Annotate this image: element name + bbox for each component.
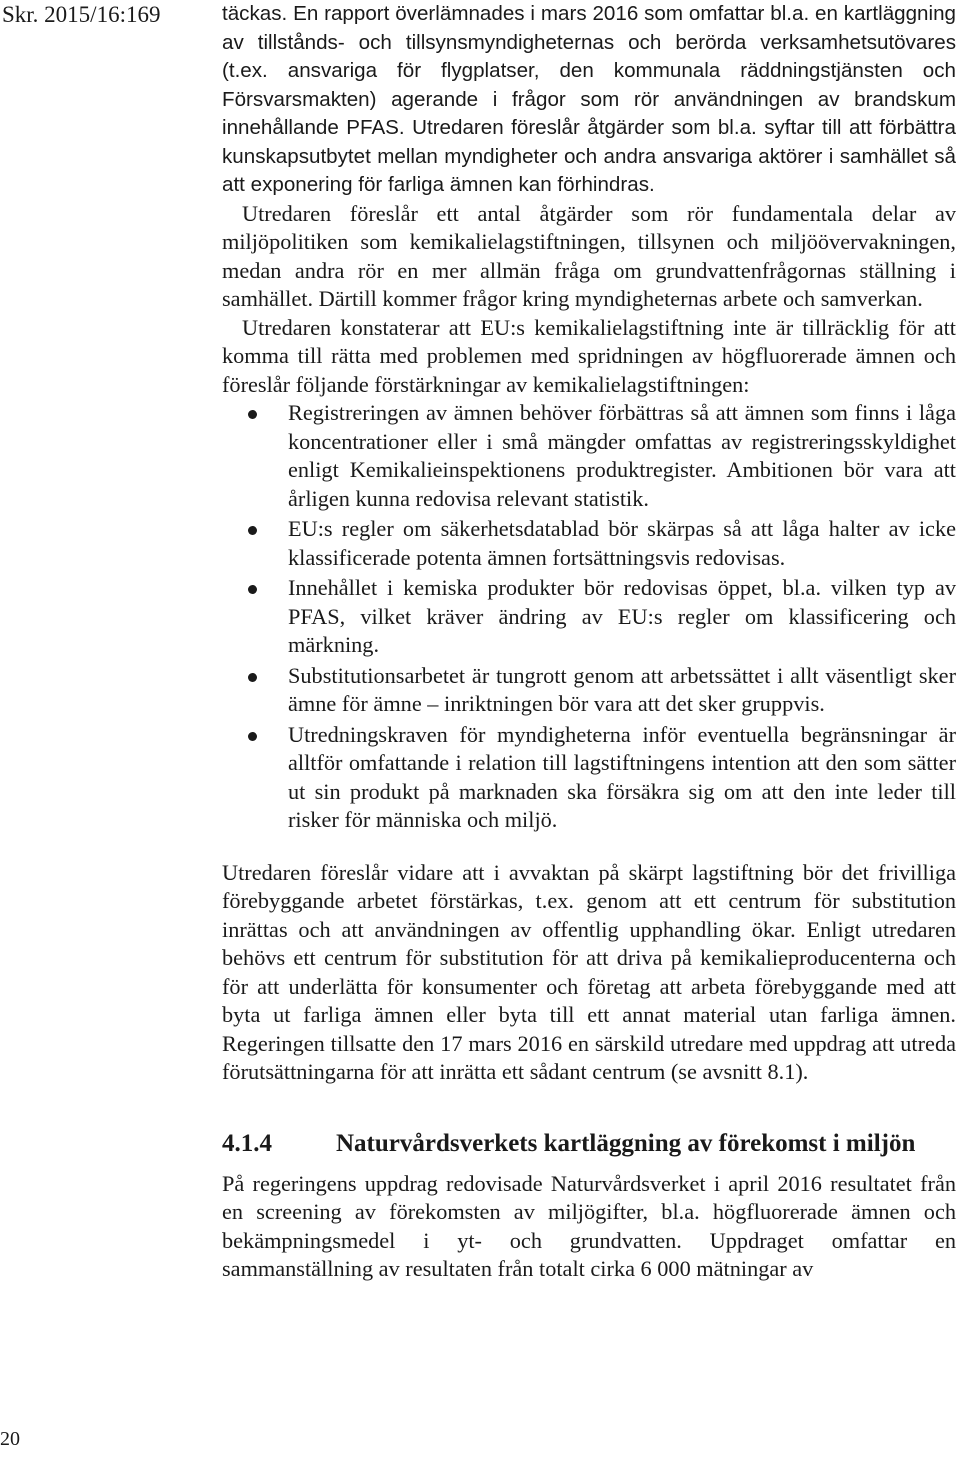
body-paragraph: Utredaren föreslår vidare att i avvaktan på skärpt lagstiftning bör det frivilliga förebyggande arbetet förstärkas, t.ex. genom att ett centrum för substitution inrättas och att användningen av offentlig upphandling ökar. Enligt utredaren behövs ett centrum för substitution för att driva på kemikalieproducenterna och för att underlätta för konsumenter och företag att arbeta förebyggande med att byta ut farliga ämnen eller byta till ett annat material utan farliga ämnen. Regeringen tillsatte den 17 mars 2016 en särskild utredare med uppdrag att utreda förutsättningarna för att inrätta ett sådant centrum (se avsnitt 8.1). <box>222 859 956 1084</box>
bullet-icon <box>248 585 257 594</box>
list-item <box>222 721 956 835</box>
list-item <box>222 515 956 572</box>
document-reference: Skr. 2015/16:169 <box>2 2 161 27</box>
section-title: Naturvårdsverkets kartläggning av förekomst i miljön <box>336 1129 916 1157</box>
body-paragraph: Utredaren konstaterar att EU:s kemikalielagstiftning inte är tillräcklig för att komma till rätta med problemen med spridningen av högfluorerade ämnen och föreslår följande förstärkningar av kemikalielagstiftningen: <box>222 314 956 397</box>
list-item-text: Innehållet i kemiska produkter bör redovisas öppet, bl.a. vilken typ av PFAS, vilket kräver ändring av EU:s regler om klassificering och märkning. <box>288 575 956 657</box>
bullet-icon <box>248 410 257 419</box>
section-heading <box>222 1127 956 1160</box>
list-item <box>222 574 956 660</box>
list-item-text: EU:s regler om säkerhetsdatablad bör skärpas så att låga halter av icke klassificerade potenta ämnen fortsättningsvis redovisas. <box>288 516 956 570</box>
document-body <box>222 0 956 1284</box>
body-paragraph: På regeringens uppdrag redovisade Naturvårdsverket i april 2016 resultatet från en screening av förekomsten av miljögifter, bl.a. högfluorerade ämnen och bekämpningsmedel i yt- och grundvatten. Uppdraget omfattar en sammanställning av resultaten från totalt cirka 6 000 mätningar av <box>222 1170 956 1281</box>
section-number: 4.1.4 <box>222 1129 272 1157</box>
bullet-icon <box>248 526 257 535</box>
body-paragraph: Utredaren föreslår ett antal åtgärder som rör fundamentala delar av miljöpolitiken som kemikalielagstiftningen, tillsynen och miljöövervakningen, medan andra rör en mer allmän fråga om grundvattenfrågornas ställning i samhället. Därtill kommer frågor kring myndigheternas arbete och samverkan. <box>222 200 956 311</box>
list-item-text: Utredningskraven för myndigheterna inför eventuella begränsningar är alltför omfattande i relation till lagstiftningens intention att den som sätter ut sin produkt på marknaden ska försäkra sig om att den inte leder till risker för människa och miljö. <box>288 721 956 832</box>
bullet-list <box>222 399 956 835</box>
page-number: 20 <box>0 1428 20 1450</box>
bullet-icon <box>248 732 257 741</box>
bullet-icon <box>248 673 257 682</box>
list-item <box>222 399 956 513</box>
list-item-text: Substitutionsarbetet är tungrott genom att arbetssättet i allt väsentligt sker ämne för ämne – inriktningen bör vara att det sker gruppvis. <box>288 662 956 716</box>
list-item-text: Registreringen av ämnen behöver förbättras så att ämnen som finns i låga koncentrationer eller i små mängder omfattas av registreringsskyldighet enligt Kemikalieinspektionens produktregister. Ambitionen bör vara att årligen kunna redovisa relevant statistik. <box>288 400 956 511</box>
list-item <box>222 662 956 719</box>
intro-paragraph: täckas. En rapport överlämnades i mars 2016 som omfattar bl.a. en kartläggning av tillstånds- och tillsynsmyndigheternas och berörda verksamhetsutövares (t.ex. ansvariga för flygplatser, den kommunala räddningstjänsten och Försvarsmakten) agerande i frågor som rör användningen av brandskum innehållande PFAS. Utredaren föreslår åtgärder som bl.a. syftar till att förbättra kunskapsutbytet mellan myndigheter och andra ansvariga aktörer i samhället så att exponering för farliga ämnen kan förhindras. <box>222 2 956 196</box>
